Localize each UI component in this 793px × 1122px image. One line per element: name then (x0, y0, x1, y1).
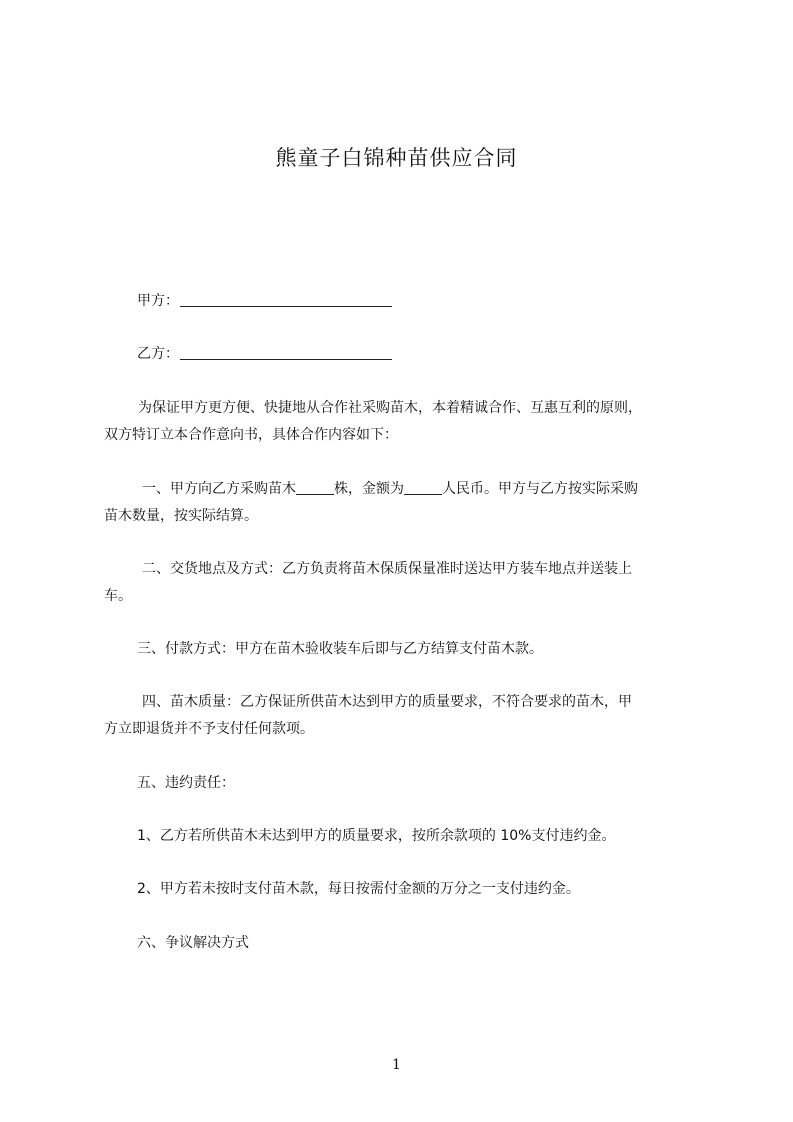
clause-1-line-1 (142, 479, 638, 499)
clause-4-line-1: 四、苗木质量：乙方保证所供苗木达到甲方的质量要求，不符合要求的苗木，甲 (142, 694, 632, 710)
clause-5-item-2: 2、甲方若未按时支付苗木款，每日按需付金额的万分之一支付违约金。 (137, 881, 580, 897)
clause-6-heading: 六、争议解决方式 (137, 935, 249, 951)
intro-line-2: 双方特订立本合作意向书，具体合作内容如下： (104, 427, 398, 443)
clause-1-amount-blank (404, 480, 442, 495)
clause-1-part-2: 株，金额为 (334, 481, 404, 497)
clause-2-line-1: 二、交货地点及方式：乙方负责将苗木保质保量准时送达甲方装车地点并送装上 (142, 561, 632, 577)
clause-1-part-3: 人民币。甲方与乙方按实际采购 (442, 481, 638, 497)
clause-1-part-1: 一、甲方向乙方采购苗木 (142, 481, 296, 497)
party-a-label: 甲方： (137, 293, 179, 309)
party-b-label: 乙方： (137, 346, 179, 362)
clause-1-quantity-blank (296, 480, 334, 495)
intro-line-1: 为保证甲方更方便、快捷地从合作社采购苗木，本着精诚合作、互惠互利的原则， (138, 400, 642, 416)
clause-1-line-2: 苗木数量，按实际结算。 (104, 508, 258, 524)
party-a-line (137, 291, 392, 311)
clause-2-line-2: 车。 (104, 588, 132, 604)
clause-4-line-2: 方立即退货并不予支付任何款项。 (104, 721, 314, 737)
clause-5-heading: 五、违约责任： (137, 775, 235, 791)
clause-3: 三、付款方式：甲方在苗木验收装车后即与乙方结算支付苗木款。 (137, 641, 543, 657)
contract-title: 熊童子白锦种苗供应合同 (275, 146, 518, 170)
page-number: 1 (392, 1057, 401, 1073)
clause-5-item-1: 1、乙方若所供苗木未达到甲方的质量要求，按所余款项的 10%支付违约金。 (137, 828, 616, 844)
party-b-blank (180, 345, 392, 360)
party-a-blank (180, 292, 392, 307)
party-b-line (137, 344, 392, 364)
